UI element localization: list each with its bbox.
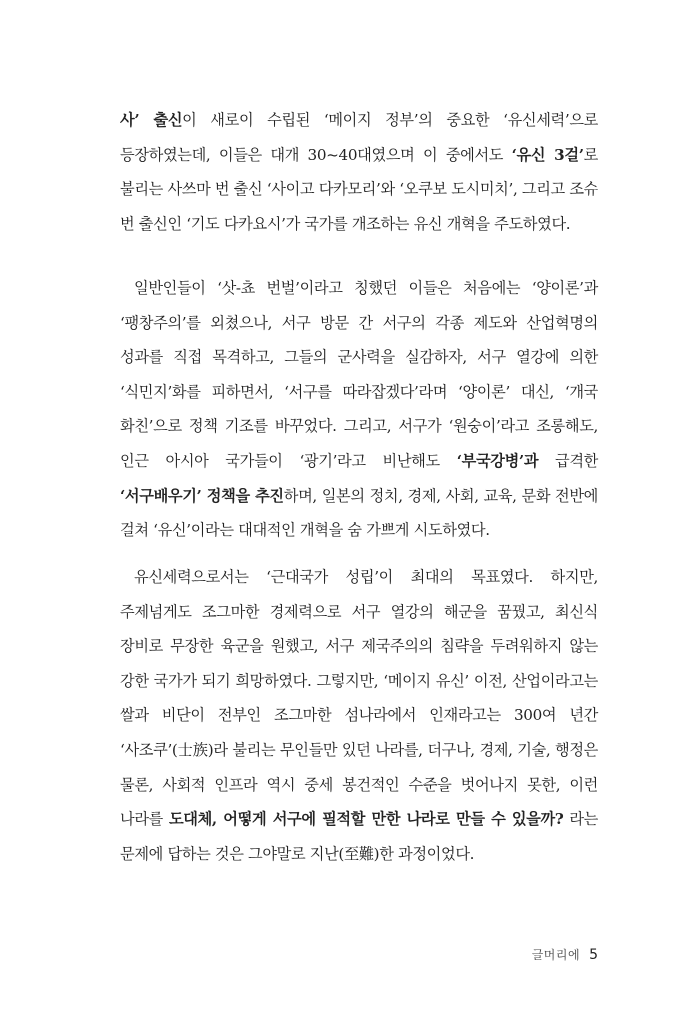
p1-segment-3: 로 불리는 사쓰마 번 출신 ‘사이고 다카모리’와 ‘오쿠보 도시미치’, 그리고 조슈 번 출신인 ‘기도 다카요시’가 국가를 개조하는 유신 개혁을 주도하였다. bbox=[120, 145, 599, 233]
p2-segment-2: 급격한 bbox=[538, 451, 598, 470]
page-footer bbox=[480, 944, 598, 963]
p2-segment-1: ‘부국강병’과 bbox=[456, 451, 539, 470]
p1-segment-1: 이 새로이 수립된 ‘메이지 정부’의 중요한 ‘유신세력’으로 등장하였는데, 이들은 대개 30~40대였으며 이 중에서도 bbox=[120, 111, 598, 164]
p3-segment-0: 유신세력으로서는 ‘근대국가 성립’이 최대의 목표였다. 하지만, 주제넘게도 조그마한 경제력으로 서구 열강의 해군을 꿈꿨고, 최신식 장비로 무장한 육군을 원했고, 서구 제국주의의 침략을 두려워하지 않는 강한 국가가 되기 희망하였다. 그렇지만, ‘메이지 유신’ 이전, 산업이라고는 쌀과 비단이 전부인 조그마한 섬나라에서 인재라고는 300여 년간 ‘사조쿠’(士族)라 불리는 무인들만 있던 나라를, 더구나, 경제, 기술, 행정은 물론, 사회적 인프라 역시 중세 봉건적인 수준을 벗어나지 못한, 이런 나라를 bbox=[120, 568, 598, 829]
paragraph-1 bbox=[120, 103, 598, 241]
p2-segment-0: 일반인들이 ‘삿-쵸 번벌’이라고 칭했던 이들은 처음에는 ‘양이론’과 ‘팽창주의’를 외쳤으나, 서구 방문 간 서구의 각종 제도와 산업혁명의 성과를 직접 목격하고, 그들의 군사력을 실감하자, 서구 열강에 의한 ‘식민지’화를 피하면서, ‘서구를 따라잡겠다’라며 ‘양이론’ 대신, ‘개국 화친’으로 정책 기조를 바꾸었다. 그리고, 서구가 ‘원숭이’라고 조롱해도, 인근 아시아 국가들이 ‘광기’라고 비난해도 bbox=[120, 279, 598, 470]
p2-segment-4: 하며, 일본의 정치, 경제, 사회, 교육, 문화 전반에 걸쳐 ‘유신’이라는 대대적인 개혁을 숨 가쁘게 시도하였다. bbox=[120, 486, 598, 540]
p1-segment-2: ‘유신 3걸’ bbox=[511, 145, 584, 164]
running-title: 글머리에 bbox=[531, 948, 581, 962]
p2-segment-3: ‘서구배우기’ 정책을 추진 bbox=[120, 486, 284, 505]
p3-segment-2: 라는 문제에 답하는 것은 그야말로 지난(至難)한 과정이었다. bbox=[120, 810, 598, 863]
p3-segment-1: 도대체, 어떻게 서구에 필적할 만한 나라로 만들 수 있을까? bbox=[168, 810, 564, 829]
page-number: 5 bbox=[589, 947, 598, 963]
p1-segment-0: 사’ 출신 bbox=[120, 111, 183, 129]
paragraph-3 bbox=[120, 560, 598, 871]
paragraph-2 bbox=[120, 271, 598, 548]
